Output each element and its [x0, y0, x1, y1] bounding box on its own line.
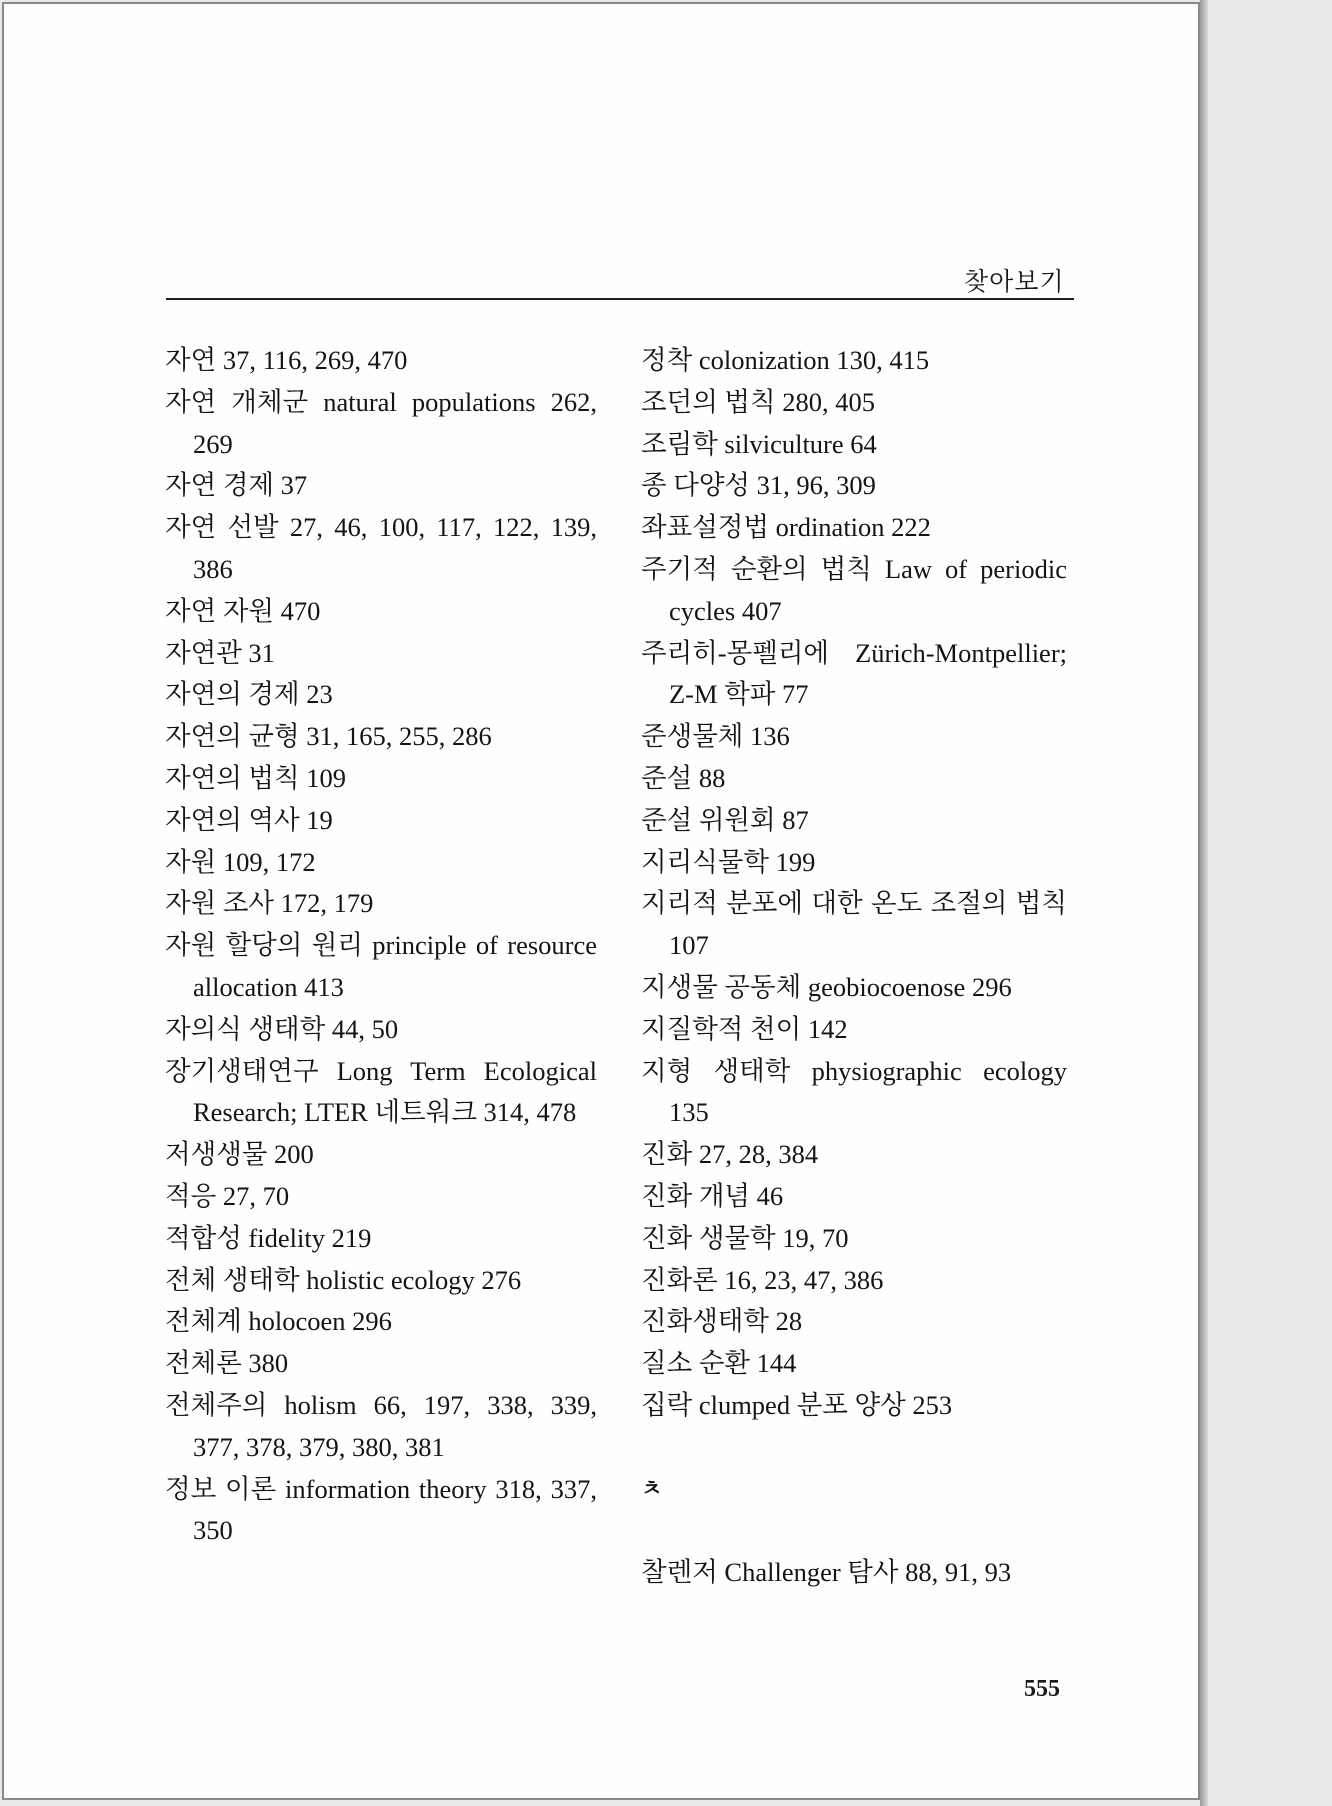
index-entry: 자원 조사 172, 179: [165, 888, 374, 919]
index-column-left: [165, 340, 597, 1552]
index-entry: 전체주의 holism 66, 197, 338, 339, 377, 378, 379, 380, 381: [165, 1389, 597, 1462]
index-entry: 자연 선발 27, 46, 100, 117, 122, 139, 386: [165, 512, 597, 584]
index-entry: 지리식물학 199: [641, 846, 816, 877]
index-entry: 집락 clumped 분포 양상 253: [641, 1389, 953, 1420]
header-rule: [166, 298, 1074, 300]
index-entry: 주기적 순환의 법칙 Law of periodic cycles 407: [641, 553, 1067, 626]
index-entry: 조림학 silviculture 64: [641, 428, 877, 459]
index-entry: 자의식 생태학 44, 50: [165, 1013, 399, 1044]
index-entry: 전체론 380: [165, 1348, 289, 1379]
index-entry: 장기생태연구 Long Term Ecological Research; LTER 네트워크 314, 478: [165, 1055, 597, 1128]
index-entry: 자연 자원 470: [165, 595, 321, 626]
index-entry: 저생생물 200: [165, 1139, 314, 1170]
page-edge-shadow: [1200, 0, 1208, 1806]
index-entry: 자연 개체군 natural populations 262, 269: [165, 386, 597, 459]
index-entry: 자원 109, 172: [165, 846, 316, 877]
index-entry: 준설 88: [641, 762, 726, 793]
index-entry: 자연의 역사 19: [165, 804, 333, 835]
index-entry: 준설 위원회 87: [641, 804, 809, 835]
index-entry: 자연의 법칙 109: [165, 762, 346, 793]
index-entry: 전체 생태학 holistic ecology 276: [165, 1264, 522, 1295]
index-entry: 자연 경제 37: [165, 470, 308, 501]
index-entry: 진화 개념 46: [641, 1180, 784, 1211]
index-entry: 지생물 공동체 geobiocoenose 296: [641, 971, 1012, 1002]
index-entry: 자연의 균형 31, 165, 255, 286: [165, 721, 492, 752]
index-column-right: [641, 340, 1067, 1594]
index-entry: 지리적 분포에 대한 온도 조절의 법칙 107: [641, 888, 1067, 961]
index-entry: 자연의 경제 23: [165, 679, 333, 710]
index-entry: 지형 생태학 physiographic ecology 135: [641, 1055, 1067, 1128]
running-head: 찾아보기: [964, 267, 1065, 296]
index-entry: 적합성 fidelity 219: [165, 1222, 372, 1253]
index-entry: 질소 순환 144: [641, 1348, 797, 1379]
index-entry: 정착 colonization 130, 415: [641, 345, 930, 375]
index-entry: 준생물체 136: [641, 721, 790, 752]
index-entry: 진화생태학 28: [641, 1306, 803, 1337]
spacer: [641, 1510, 1067, 1552]
spacer: [641, 1427, 1067, 1469]
index-entry: 자원 할당의 원리 principle of resource allocation 413: [165, 930, 597, 1002]
index-entry: 전체계 holocoen 296: [165, 1306, 392, 1337]
section-letter-heading: ㅊ: [641, 1476, 663, 1502]
index-entry: 진화 생물학 19, 70: [641, 1222, 849, 1253]
index-entry: 자연관 31: [165, 637, 275, 668]
index-entry: 진화 27, 28, 384: [641, 1139, 819, 1170]
index-entry: 정보 이론 information theory 318, 337, 350: [165, 1473, 597, 1546]
index-entry: 자연 37, 116, 269, 470: [165, 345, 408, 375]
index-entry: 적응 27, 70: [165, 1180, 290, 1211]
index-entry: 조던의 법칙 280, 405: [641, 386, 875, 417]
index-entry: 종 다양성 31, 96, 309: [641, 470, 876, 501]
index-entry: 찰렌저 Challenger 탐사 88, 91, 93: [641, 1557, 1012, 1588]
index-entry: 진화론 16, 23, 47, 386: [641, 1264, 884, 1295]
page-number: 555: [1024, 1676, 1060, 1702]
index-entry: 좌표설정법 ordination 222: [641, 512, 931, 543]
index-entry: 주리히-몽펠리에 Zürich-Montpellier; Z-M 학파 77: [641, 637, 1067, 710]
index-entry: 지질학적 천이 142: [641, 1013, 848, 1044]
